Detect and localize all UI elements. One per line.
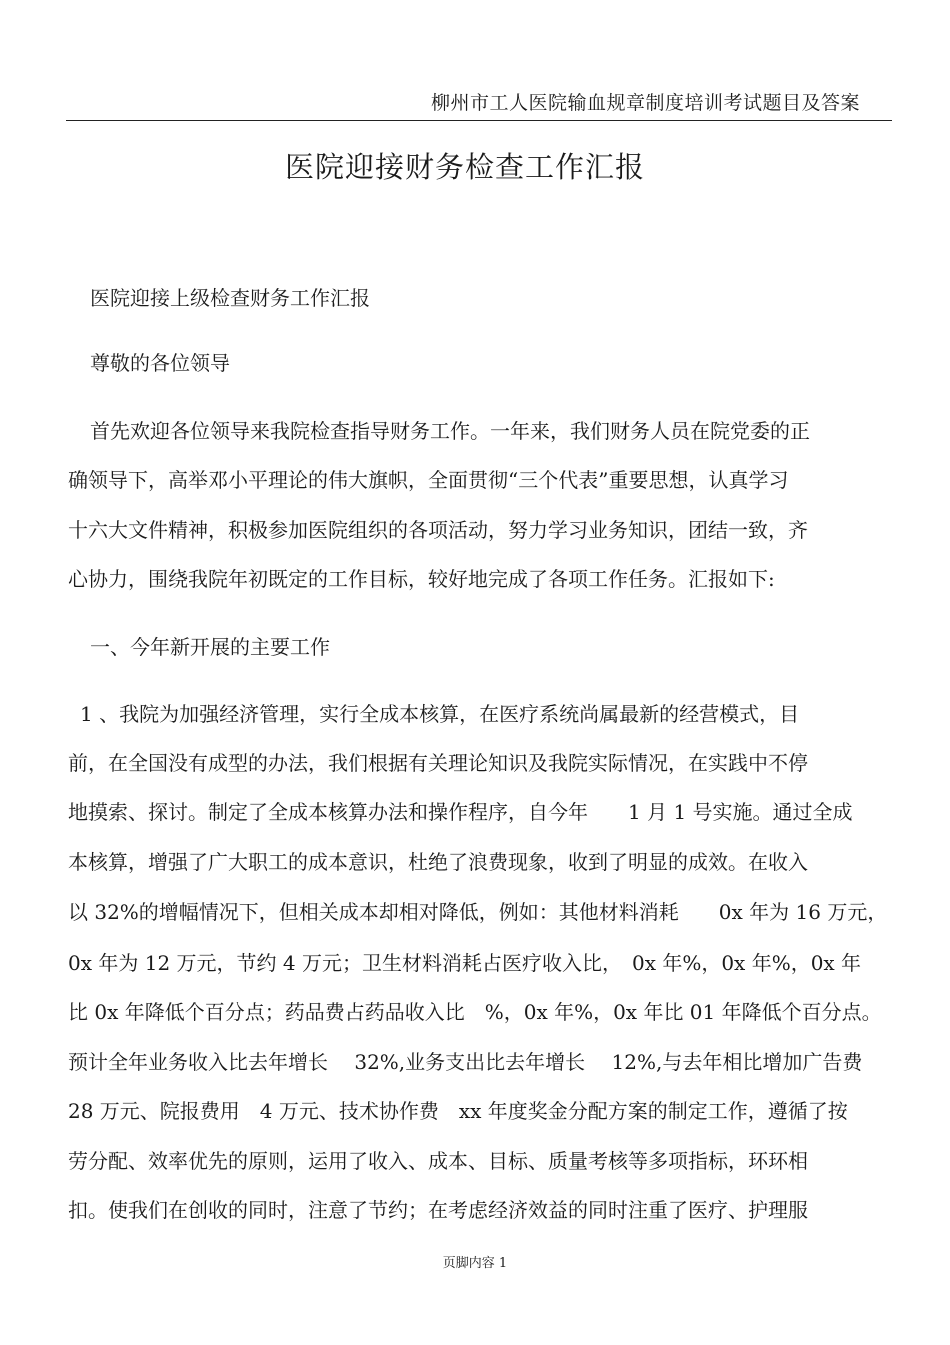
body-line: 0x 年为 12 万元，节约 4 万元；卫生材料消耗占医疗收入比， 0x 年%，0x 年%，0x 年 bbox=[68, 951, 862, 975]
body-line: 十六大文件精神，积极参加医院组织的各项活动，努力学习业务知识，团结一致，齐 bbox=[68, 518, 808, 542]
body-line: 前，在全国没有成型的办法，我们根据有关理论知识及我院实际情况，在实践中不停 bbox=[68, 751, 808, 775]
section-heading: 一、今年新开展的主要工作 bbox=[90, 635, 330, 659]
body-line: 劳分配、效率优先的原则，运用了收入、成本、目标、质量考核等多项指标，环环相 bbox=[68, 1149, 808, 1173]
page-footer: 页脚内容 1 bbox=[442, 1256, 508, 1271]
running-header: 柳州市工人医院输血规章制度培训考试题目及答案 bbox=[430, 92, 860, 114]
salutation-line: 尊敬的各位领导 bbox=[90, 351, 230, 375]
body-line: 心协力，围绕我院年初既定的工作目标，较好地完成了各项工作任务。汇报如下: bbox=[68, 567, 775, 591]
subtitle-line: 医院迎接上级检查财务工作汇报 bbox=[90, 286, 370, 310]
body-line: 比 0x 年降低个百分点；药品费占药品收入比 %，0x 年%，0x 年比 01 年降低个百分点。 bbox=[68, 1000, 882, 1024]
body-line: 预计全年业务收入比去年增长 32%,业务支出比去年增长 12%,与去年相比增加广告费 bbox=[68, 1050, 863, 1074]
header-divider bbox=[66, 120, 892, 121]
body-line: 以 32%的增幅情况下，但相关成本却相对降低，例如：其他材料消耗 0x 年为 16 万元， bbox=[68, 900, 888, 924]
body-line: 本核算，增强了广大职工的成本意识，杜绝了浪费现象，收到了明显的成效。在收入 bbox=[68, 850, 808, 874]
body-line: 1 、我院为加强经济管理，实行全成本核算，在医疗系统尚属最新的经营模式，目 bbox=[80, 702, 800, 726]
body-line: 确领导下，高举邓小平理论的伟大旗帜，全面贯彻“三个代表”重要思想，认真学习 bbox=[68, 468, 789, 492]
body-line: 地摸索、探讨。制定了全成本核算办法和操作程序，自今年 1 月 1 号实施。通过全成 bbox=[68, 800, 853, 824]
body-line: 扣。使我们在创收的同时，注意了节约；在考虑经济效益的同时注重了医疗、护理服 bbox=[68, 1198, 808, 1222]
body-line: 28 万元、院报费用 4 万元、技术协作费 xx 年度奖金分配方案的制定工作，遵循了按 bbox=[68, 1099, 848, 1123]
document-title: 医院迎接财务检查工作汇报 bbox=[284, 150, 645, 184]
body-line: 首先欢迎各位领导来我院检查指导财务工作。一年来，我们财务人员在院党委的正 bbox=[90, 419, 810, 443]
